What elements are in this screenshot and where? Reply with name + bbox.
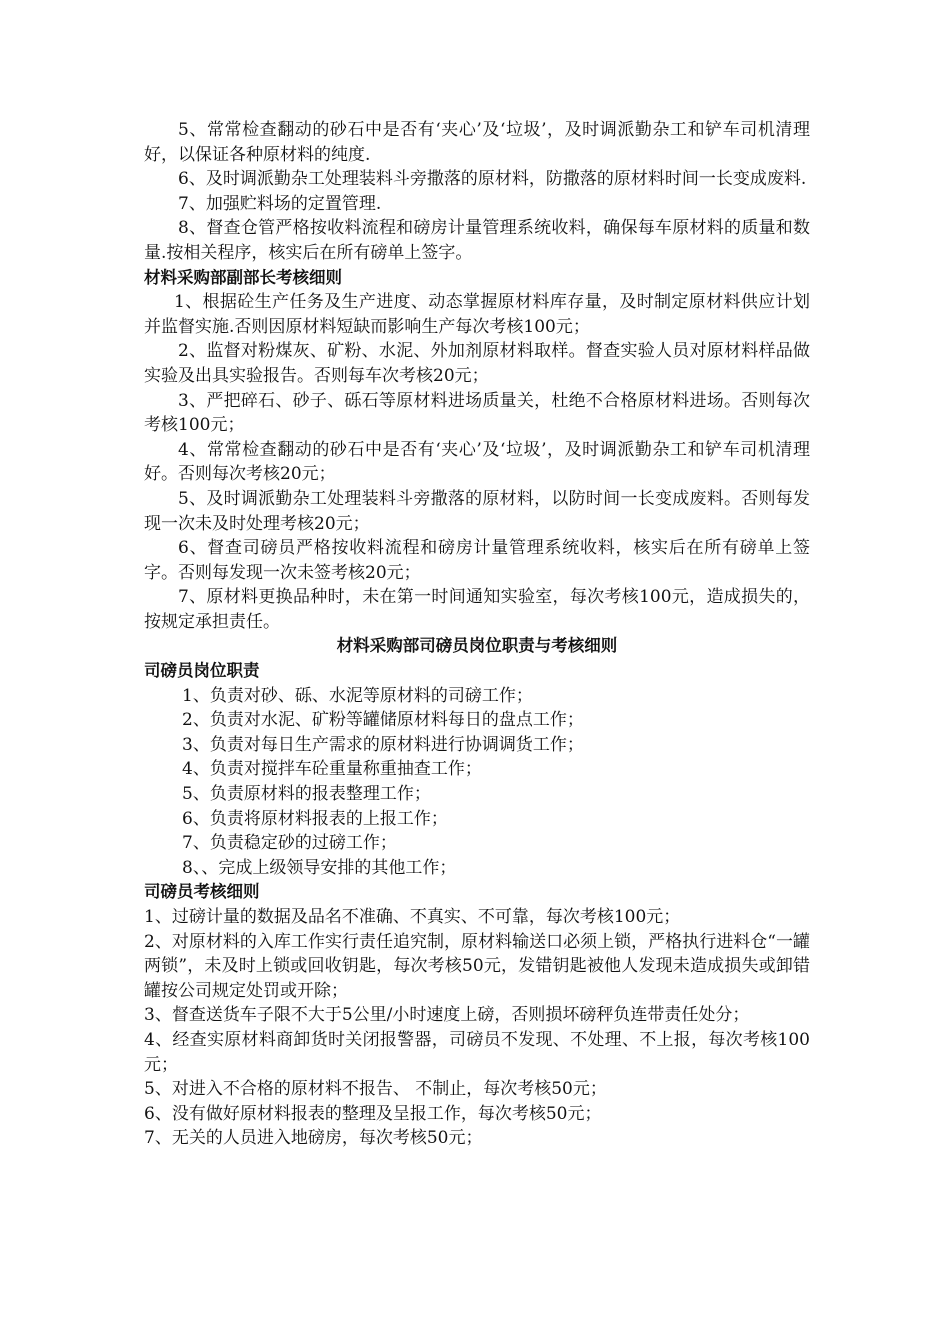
paragraph: 7、加强贮料场的定置管理.: [178, 193, 382, 214]
paragraph: 4、经查实原材料商卸货时关闭报警器，司磅员不发现、不处理、不上报，每次考核100元；: [144, 1029, 810, 1075]
section-heading: 材料采购部副部长考核细则: [144, 267, 342, 287]
paragraph: 2、对原材料的入库工作实行责任追究制，原材料输送口必须上锁，严格执行进料仓“一罐两锁”，未及时上锁或回收钥匙，每次考核50元，发错钥匙被他人发现未造成损失或卸错罐按公司规定处罚或开除；: [144, 931, 810, 1001]
list-item: 4、负责对搅拌车砼重量称重抽查工作；: [182, 759, 482, 780]
paragraph: 7、无关的人员进入地磅房，每次考核50元；: [144, 1128, 483, 1149]
list-item: 5、负责原材料的报表整理工作；: [182, 784, 431, 805]
paragraph: 2、监督对粉煤灰、矿粉、水泥、外加剂原材料取样。督查实验人员对原材料样品做实验及出具实验报告。否则每车次考核20元；: [144, 341, 810, 386]
paragraph: 1、过磅计量的数据及品名不准确、不真实、不可靠，每次考核100元；: [144, 907, 681, 927]
paragraph: 4、常常检查翻动的砂石中是否有‘夹心’及‘垃圾’，及时调派勤杂工和铲车司机清理好。否则每次考核20元；: [144, 439, 810, 485]
paragraph: 5、及时调派勤杂工处理装料斗旁撒落的原材料，以防时间一长变成废料。否则每发现一次未及时处理考核20元；: [144, 488, 810, 534]
section-heading: 司磅员考核细则: [144, 882, 260, 902]
paragraph: 7、原材料更换品种时，未在第一时间通知实验室，每次考核100元，造成损失的，按规定承担责任。: [144, 587, 810, 632]
list-item: 7、负责稳定砂的过磅工作；: [182, 833, 397, 854]
list-item: 1、负责对砂、砾、水泥等原材料的司磅工作；: [182, 685, 533, 706]
paragraph: 6、没有做好原材料报表的整理及呈报工作，每次考核50元；: [144, 1103, 602, 1124]
list-item: 3、负责对每日生产需求的原材料进行协调调货工作；: [182, 734, 584, 755]
list-item: 6、负责将原材料报表的上报工作；: [182, 808, 448, 829]
list-item: 2、负责对水泥、矿粉等罐储原材料每日的盘点工作；: [182, 710, 584, 731]
paragraph: 6、及时调派勤杂工处理装料斗旁撒落的原材料，防撒落的原材料时间一长变成废料.: [178, 169, 807, 190]
paragraph: 6、督查司磅员严格按收料流程和磅房计量管理系统收料，核实后在所有磅单上签字。否则每发现一次未签考核20元；: [144, 538, 810, 583]
paragraph: 5、对进入不合格的原材料不报告、 不制止，每次考核50元；: [144, 1079, 607, 1100]
paragraph: 1、根据砼生产任务及生产进度、动态掌握原材料库存量，及时制定原材料供应计划并监督实施.否则因原材料短缺而影响生产每次考核100元；: [144, 292, 810, 337]
paragraph: 3、督查送货车子限不大于5公里/小时速度上磅，否则损坏磅秤负连带责任处分；: [144, 1005, 750, 1026]
list-item: 8、、完成上级领导安排的其他工作；: [182, 857, 457, 878]
document-title: 材料采购部司磅员岗位职责与考核细则: [336, 636, 618, 656]
section-heading: 司磅员岗位职责: [144, 661, 260, 681]
paragraph: 3、严把碎石、砂子、砾石等原材料进场质量关，杜绝不合格原材料进场。否则每次考核100元；: [144, 390, 810, 436]
paragraph: 8、督查仓管严格按收料流程和磅房计量管理系统收料，确保每车原材料的质量和数量.按相关程序，核实后在所有磅单上签字。: [144, 218, 810, 263]
document-page: [144, 118, 810, 1151]
paragraph: 5、常常检查翻动的砂石中是否有‘夹心’及‘垃圾’，及时调派勤杂工和铲车司机清理好，以保证各种原材料的纯度.: [144, 120, 810, 165]
